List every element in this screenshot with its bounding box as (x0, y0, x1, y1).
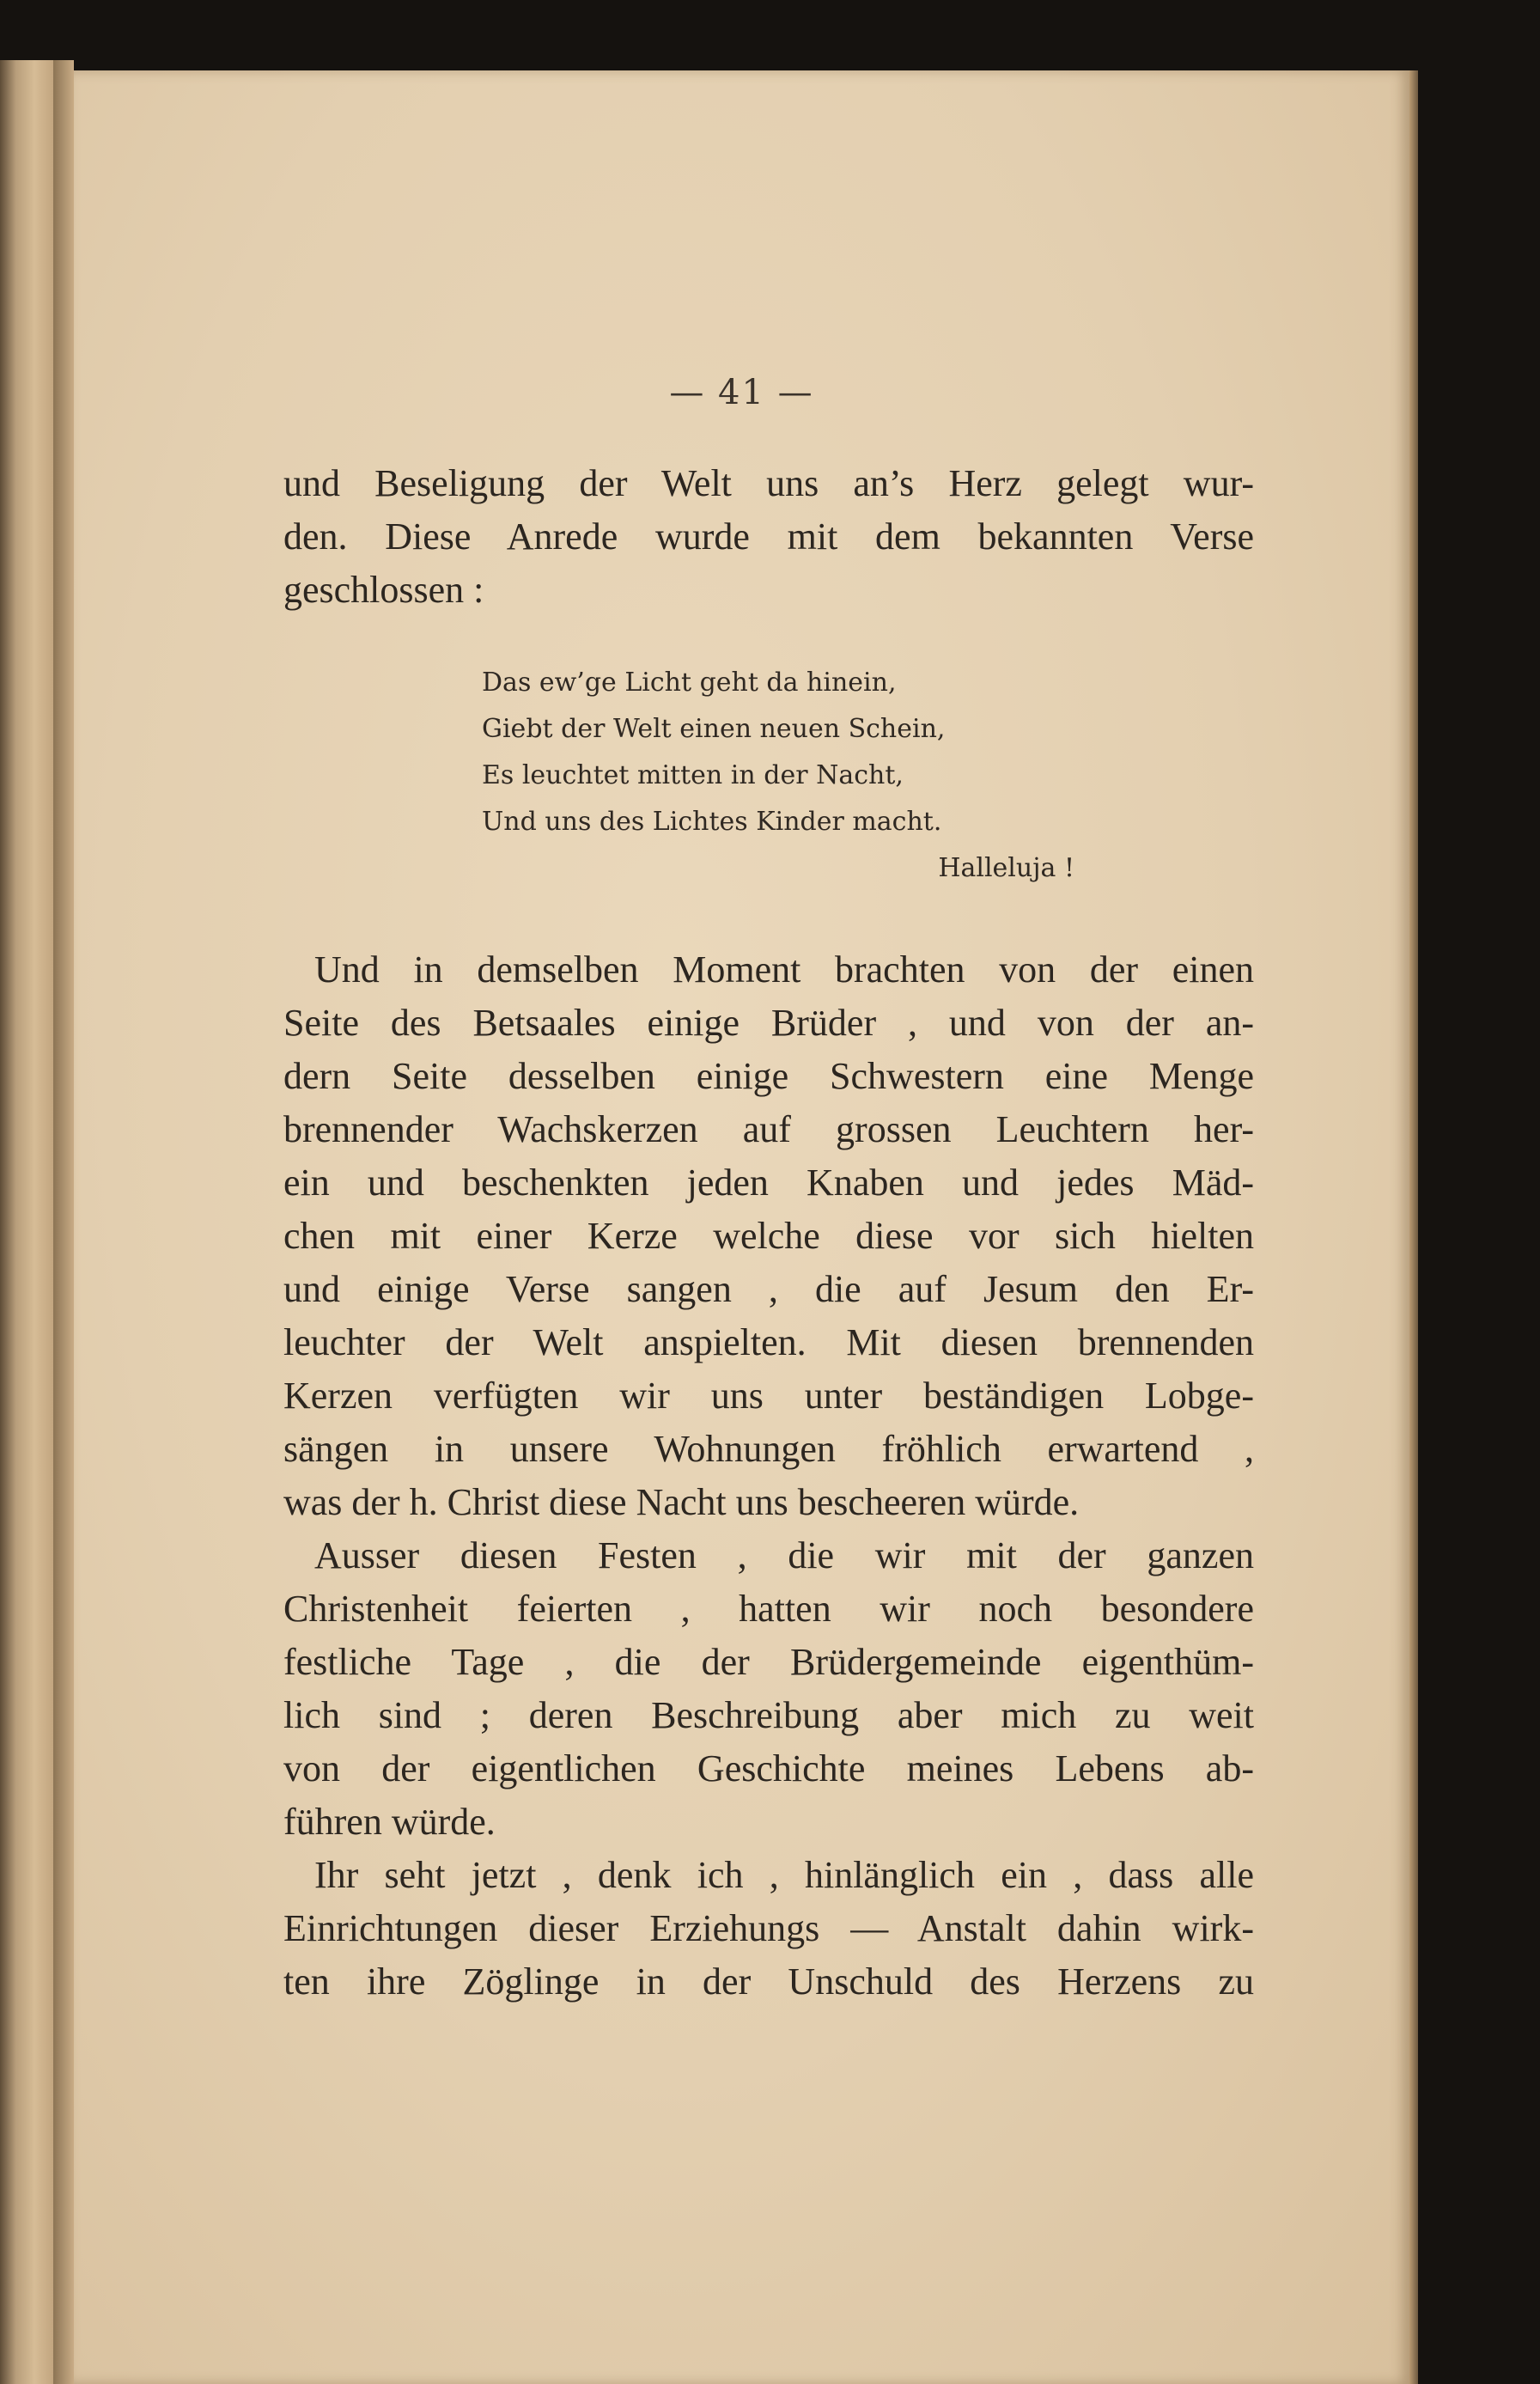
text-line: chen mit einer Kerze welche diese vor sich hielten (283, 1215, 1254, 1257)
text-line: Ihr seht jetzt , denk ich , hinlänglich ein , dass alle (314, 1854, 1254, 1896)
text-line: sängen in unsere Wohnungen fröhlich erwartend , (283, 1428, 1254, 1470)
text-line: festliche Tage , die der Brüdergemeinde eigenthüm- (283, 1641, 1254, 1683)
text-line: Seite des Betsaales einige Brüder , und von der an- (283, 1002, 1254, 1044)
text-line: was der h. Christ diese Nacht uns bescheeren würde. (283, 1481, 1080, 1523)
verse-line: Es leuchtet mitten in der Nacht, (482, 760, 904, 790)
verse-line: Das ew’ge Licht geht da hinein, (482, 668, 897, 698)
text-line: von der eigentlichen Geschichte meines Lebens ab- (283, 1747, 1254, 1790)
text-line: und Beseligung der Welt uns an’s Herz gelegt wur- (283, 462, 1254, 504)
intro-paragraph (283, 457, 1254, 617)
text-line: und einige Verse sangen , die auf Jesum den Er- (283, 1268, 1254, 1310)
verse-closing: Halleluja ! (938, 853, 1074, 883)
text-line: ein und beschenkten jeden Knaben und jedes Mäd- (283, 1162, 1254, 1204)
text-line: Christenheit feierten , hatten wir noch besondere (283, 1588, 1254, 1630)
text-line: geschlossen : (283, 569, 484, 611)
text-line: führen würde. (283, 1801, 496, 1843)
body-text (283, 943, 1254, 2009)
page-number: — 41 — (669, 373, 814, 412)
hymn-verse (482, 660, 1083, 892)
verse-line: Giebt der Welt einen neuen Schein, (482, 714, 946, 744)
book-page (74, 70, 1409, 2384)
text-line: dern Seite desselben einige Schwestern eine Menge (283, 1055, 1254, 1097)
text-line: Und in demselben Moment brachten von der einen (314, 948, 1254, 991)
text-line: brennender Wachskerzen auf grossen Leuchtern her- (283, 1108, 1254, 1150)
text-line: den. Diese Anrede wurde mit dem bekannten Verse (283, 515, 1254, 558)
text-line: Einrichtungen dieser Erziehungs — Anstalt dahin wirk- (283, 1907, 1254, 1949)
text-line: leuchter der Welt anspielten. Mit diesen brennenden (283, 1321, 1254, 1363)
text-line: lich sind ; deren Beschreibung aber mich zu weit (283, 1694, 1254, 1736)
text-line: Ausser diesen Festen , die wir mit der ganzen (314, 1534, 1254, 1576)
verse-line: Und uns des Lichtes Kinder macht. (482, 807, 942, 837)
page-edge-curl (1409, 70, 1418, 2384)
left-page-edge (0, 60, 53, 2384)
text-line: ten ihre Zöglinge in der Unschuld des Herzens zu (283, 1960, 1254, 2003)
book-gutter (53, 60, 74, 2384)
text-line: Kerzen verfügten wir uns unter beständigen Lobge- (283, 1375, 1254, 1417)
